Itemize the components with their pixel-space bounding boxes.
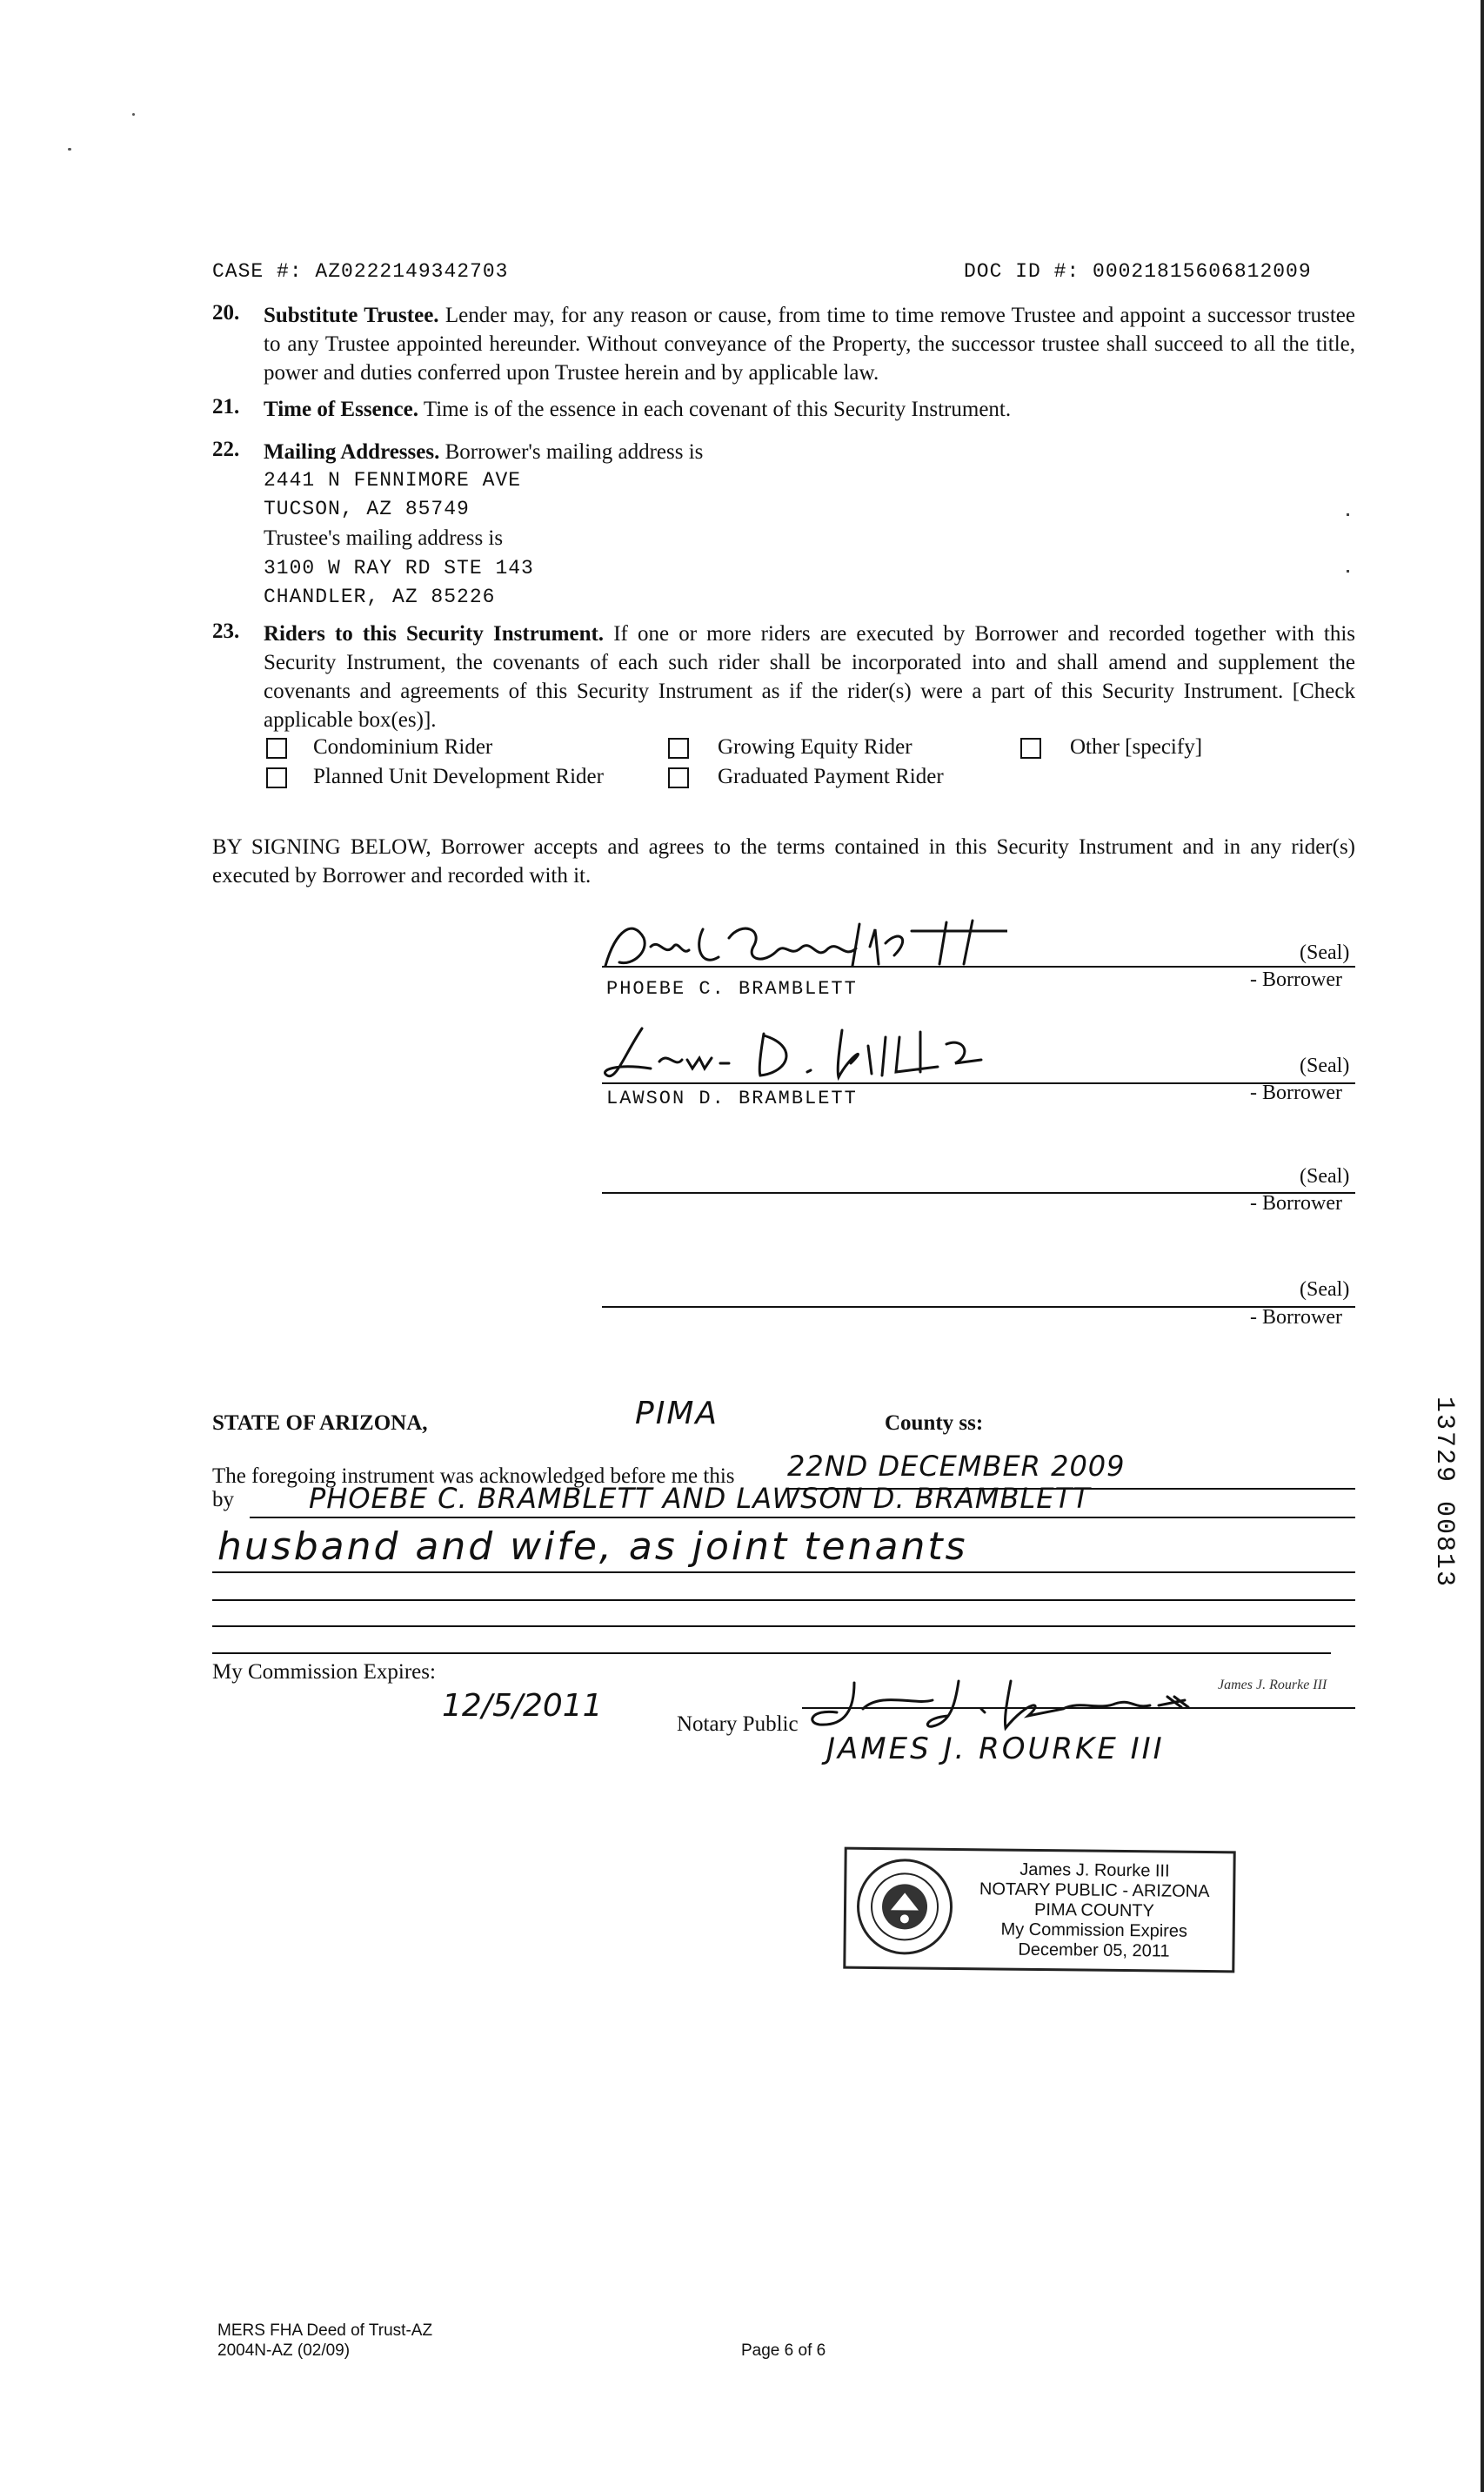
notary-signature-text: James J. Rourke III	[1218, 1678, 1327, 1692]
borrower-2-role: - Borrower	[1250, 1082, 1342, 1104]
growing-equity-rider-label: Growing Equity Rider	[718, 735, 912, 759]
acknowledged-by-handwritten: PHOEBE C. BRAMBLETT AND LAWSON D. BRAMBLETT	[309, 1482, 1091, 1515]
notary-seal-drawing	[859, 1861, 950, 1953]
borrower-4-seal: (Seal)	[1300, 1278, 1350, 1301]
borrower-1-seal: (Seal)	[1300, 941, 1350, 964]
stamp-notary-title: NOTARY PUBLIC - ARIZONA	[979, 1879, 1210, 1902]
section-22-body: Borrower's mailing address is	[445, 440, 704, 464]
doc-id: DOC ID #: 00021815606812009	[964, 260, 1312, 283]
footer-form-code: 2004N-AZ (02/09)	[217, 2341, 351, 2360]
scan-speck	[132, 113, 135, 116]
blank-line-3	[212, 1652, 1331, 1654]
borrower-3-role: - Borrower	[1250, 1192, 1342, 1215]
planned-unit-development-rider-label: Planned Unit Development Rider	[313, 765, 604, 788]
section-21	[264, 395, 1355, 424]
by-line	[250, 1517, 1355, 1518]
stamp-county: PIMA COUNTY	[1033, 1899, 1154, 1921]
graduated-payment-rider-label: Graduated Payment Rider	[718, 765, 944, 788]
trustee-address-line-1: 3100 W RAY RD STE 143	[264, 557, 534, 579]
section-20	[264, 301, 1355, 387]
section-21-title: Time of Essence.	[264, 398, 418, 421]
notary-signature-line	[802, 1707, 1355, 1709]
notary-signature-drawing	[802, 1674, 1211, 1735]
section-21-number: 21.	[212, 395, 240, 419]
borrower-2-printed-name: LAWSON D. BRAMBLETT	[606, 1088, 858, 1109]
borrower-address-line-1: 2441 N FENNIMORE AVE	[264, 469, 522, 492]
case-number: CASE #: AZ0222149342703	[212, 260, 509, 283]
section-23-body: If one or more riders are executed by Borrower and recorded together with this Security Instrument, the covenants of each such rider shall be incorporated into and shall amend and supplement the covenants and agreements of this Security Instrument as if the rider(s) were a part of this Security Instrument. [Check applicable box(es)].	[264, 622, 1355, 732]
recording-margin-stamp: 13729 00813	[1429, 1397, 1459, 1589]
tenancy-line	[212, 1571, 1355, 1573]
tenancy-handwritten: husband and wife, as joint tenants	[217, 1524, 968, 1569]
section-21-body: Time is of the essence in each covenant of this Security Instrument.	[423, 398, 1012, 421]
section-22	[264, 438, 1355, 466]
stamp-commission-label: My Commission Expires	[1000, 1919, 1188, 1941]
footer-form-name: MERS FHA Deed of Trust-AZ	[217, 2321, 433, 2340]
growing-equity-rider-checkbox[interactable]	[668, 738, 689, 759]
borrower-3-seal: (Seal)	[1300, 1165, 1350, 1188]
state-label: STATE OF ARIZONA,	[212, 1411, 428, 1435]
notary-stamp-text	[959, 1859, 1229, 1962]
borrower-1-role: - Borrower	[1250, 968, 1342, 991]
borrower-4-signature-line	[602, 1306, 1355, 1308]
condominium-rider-checkbox[interactable]	[266, 738, 287, 759]
notary-seal-icon	[856, 1859, 953, 1955]
blank-line-2	[212, 1625, 1355, 1627]
acknowledgment-date-handwritten: 22ND DECEMBER 2009	[787, 1450, 1126, 1483]
acknowledgment-text: The foregoing instrument was acknowledged before me this	[212, 1464, 735, 1488]
notary-stamp	[843, 1847, 1235, 1973]
other-rider-checkbox[interactable]	[1020, 738, 1041, 759]
borrower-1-signature-drawing	[598, 912, 1007, 981]
section-23-title: Riders to this Security Instrument.	[264, 622, 605, 646]
section-22-number: 22.	[212, 438, 240, 461]
borrower-2-signature	[590, 1020, 1025, 1089]
county-label: County ss:	[885, 1411, 984, 1435]
other-rider-label: Other [specify]	[1070, 735, 1203, 759]
commission-expires-label: My Commission Expires:	[212, 1660, 436, 1684]
blank-line-1	[212, 1599, 1355, 1601]
section-20-title: Substitute Trustee.	[264, 304, 439, 327]
borrower-2-seal: (Seal)	[1300, 1055, 1350, 1077]
stamp-commission-date: December 05, 2011	[1018, 1939, 1170, 1961]
signing-statement: BY SIGNING BELOW, Borrower accepts and agrees to the terms contained in this Security Instrument and in any rider(s) executed by Borrower and recorded with it.	[212, 835, 1355, 888]
section-20-body: Lender may, for any reason or cause, from time to time remove Trustee and appoint a successor trustee to any Trustee appointed hereunder. Without conveyance of the Property, the successor trustee shall succeed to all the title, power and duties conferred upon Trustee herein and by applicable law.	[264, 304, 1355, 385]
section-23	[264, 620, 1355, 734]
borrower-4-role: - Borrower	[1250, 1306, 1342, 1329]
borrower-1-signature-line	[602, 966, 1355, 968]
graduated-payment-rider-checkbox[interactable]	[668, 767, 689, 788]
borrower-address-line-2: TUCSON, AZ 85749	[264, 498, 470, 520]
footer-page-number: Page 6 of 6	[741, 2341, 826, 2360]
borrower-1-printed-name: PHOEBE C. BRAMBLETT	[606, 978, 858, 1000]
borrower-2-signature-drawing	[590, 1020, 1025, 1089]
section-20-number: 20.	[212, 301, 240, 325]
section-22-title: Mailing Addresses.	[264, 440, 440, 464]
borrower-2-signature-line	[602, 1082, 1355, 1084]
scan-speck	[1347, 513, 1349, 516]
scan-speck	[1347, 570, 1349, 573]
notary-printed-name-handwritten: JAMES J. ROURKE III	[826, 1732, 1165, 1766]
borrower-1-signature	[598, 912, 1007, 981]
condominium-rider-label: Condominium Rider	[313, 735, 493, 759]
commission-expires-handwritten: 12/5/2011	[442, 1688, 603, 1724]
stamp-notary-name: James J. Rourke III	[1019, 1859, 1170, 1881]
county-handwritten: PIMA	[635, 1396, 719, 1431]
borrower-3-signature-line	[602, 1192, 1355, 1194]
notary-public-label: Notary Public	[677, 1712, 799, 1736]
by-label: by	[212, 1488, 234, 1511]
trustee-address-line-2: CHANDLER, AZ 85226	[264, 586, 496, 608]
scan-speck	[68, 148, 71, 151]
trustee-address-label: Trustee's mailing address is	[264, 526, 504, 550]
notary-signature	[802, 1674, 1211, 1735]
section-23-number: 23.	[212, 620, 240, 643]
planned-unit-development-rider-checkbox[interactable]	[266, 767, 287, 788]
